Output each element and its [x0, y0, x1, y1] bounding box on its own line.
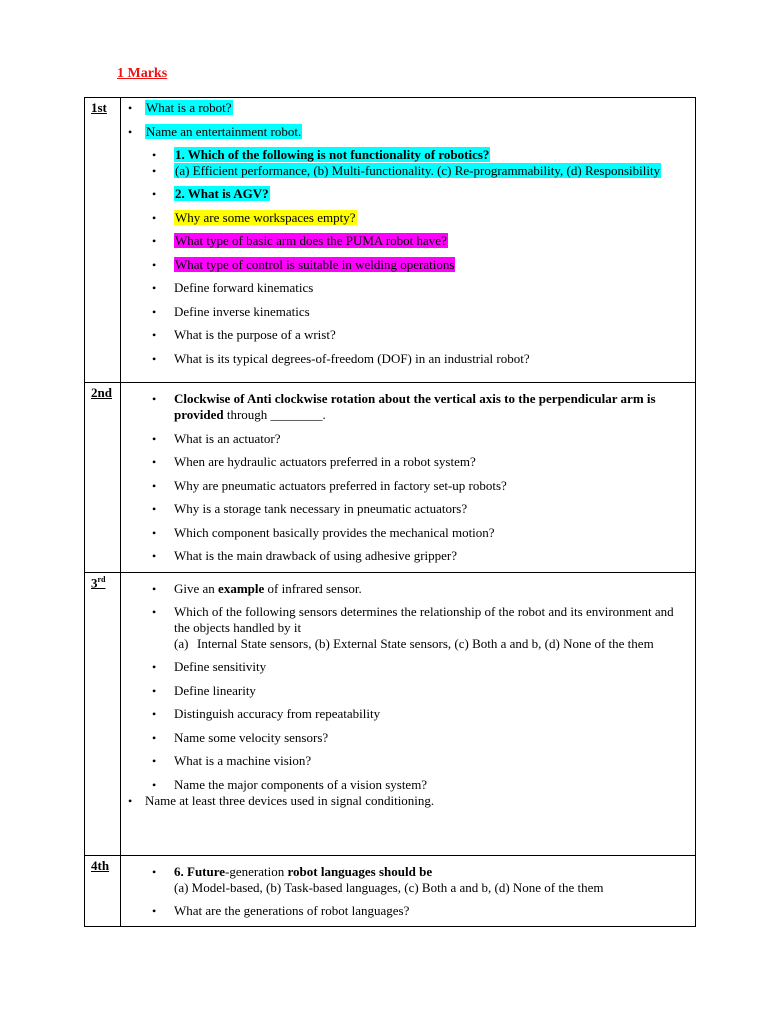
unit-label-cell [85, 98, 121, 383]
unit-label: 2nd [91, 385, 112, 400]
table-row [85, 98, 696, 383]
list-item-options: (a) Model-based, (b) Task-based languages, (c) Both a and b, (d) None of the them [174, 879, 604, 895]
unit-label-cell [85, 572, 121, 855]
unit-label: 1st [91, 100, 107, 115]
list-item: • Why are some workspaces empty? [121, 210, 695, 226]
questions-cell [121, 855, 696, 927]
list-item: • What is its typical degrees-of-freedom (DOF) in an industrial robot? [121, 351, 695, 367]
list-item: • Define linearity [121, 683, 695, 699]
unit-label: 4th [91, 857, 110, 873]
list-item: • 6. Future-generation robot languages should be [121, 864, 695, 880]
list-item: • Name some velocity sensors? [121, 730, 695, 746]
questions-cell [121, 383, 696, 573]
list-item: • Why are pneumatic actuators preferred in factory set-up robots? [121, 478, 695, 494]
list-item: • What are the generations of robot languages? [121, 903, 695, 919]
list-item: • Name an entertainment robot. [121, 124, 695, 140]
list-item: • Clockwise of Anti clockwise rotation about the vertical axis to the perpendicular arm is provided through ________. [121, 391, 695, 423]
list-item: • What is a machine vision? [121, 753, 695, 769]
table-row [85, 855, 696, 927]
list-item: • What type of control is suitable in welding operations [121, 257, 695, 273]
unit-label-cell [85, 383, 121, 573]
list-item: • When are hydraulic actuators preferred in a robot system? [121, 454, 695, 470]
list-item: • Name at least three devices used in signal conditioning. [121, 793, 695, 809]
list-item: • What is the main drawback of using adhesive gripper? [121, 548, 695, 564]
list-item: • Define forward kinematics [121, 280, 695, 296]
table-row [85, 572, 696, 855]
list-item: • (a) Efficient performance, (b) Multi-functionality. (c) Re-programmability, (d) Responsibility [121, 163, 695, 179]
list-item: • Define sensitivity [121, 659, 695, 675]
questions-cell [121, 98, 696, 383]
list-item: • Why is a storage tank necessary in pneumatic actuators? [121, 501, 695, 517]
table-row [85, 383, 696, 573]
list-item-options: (a) Internal State sensors, (b) External State sensors, (c) Both a and b, (d) None of the them [174, 636, 654, 651]
list-item: • Define inverse kinematics [121, 304, 695, 320]
unit-label-cell [85, 855, 121, 927]
section-title: 1 Marks [117, 66, 168, 81]
list-item: • 2. What is AGV? [121, 186, 695, 202]
list-item: • Name the major components of a vision system? [121, 777, 695, 793]
list-item: • Distinguish accuracy from repeatability [121, 706, 695, 722]
list-item: • What type of basic arm does the PUMA robot have? [121, 233, 695, 249]
list-item: • What is a robot? [121, 100, 695, 116]
list-item: • 1. Which of the following is not functionality of robotics? [121, 147, 695, 163]
list-item: • Which of the following sensors determines the relationship of the robot and its environment and the objects handled by it [121, 604, 695, 636]
unit-label: 3rd [91, 574, 106, 590]
list-item: • Give an example of infrared sensor. [121, 581, 695, 597]
questions-cell [121, 572, 696, 855]
list-item: • What is an actuator? [121, 431, 695, 447]
list-item: • Which component basically provides the mechanical motion? [121, 525, 695, 541]
list-item: • What is the purpose of a wrist? [121, 327, 695, 343]
questions-table [84, 97, 696, 927]
